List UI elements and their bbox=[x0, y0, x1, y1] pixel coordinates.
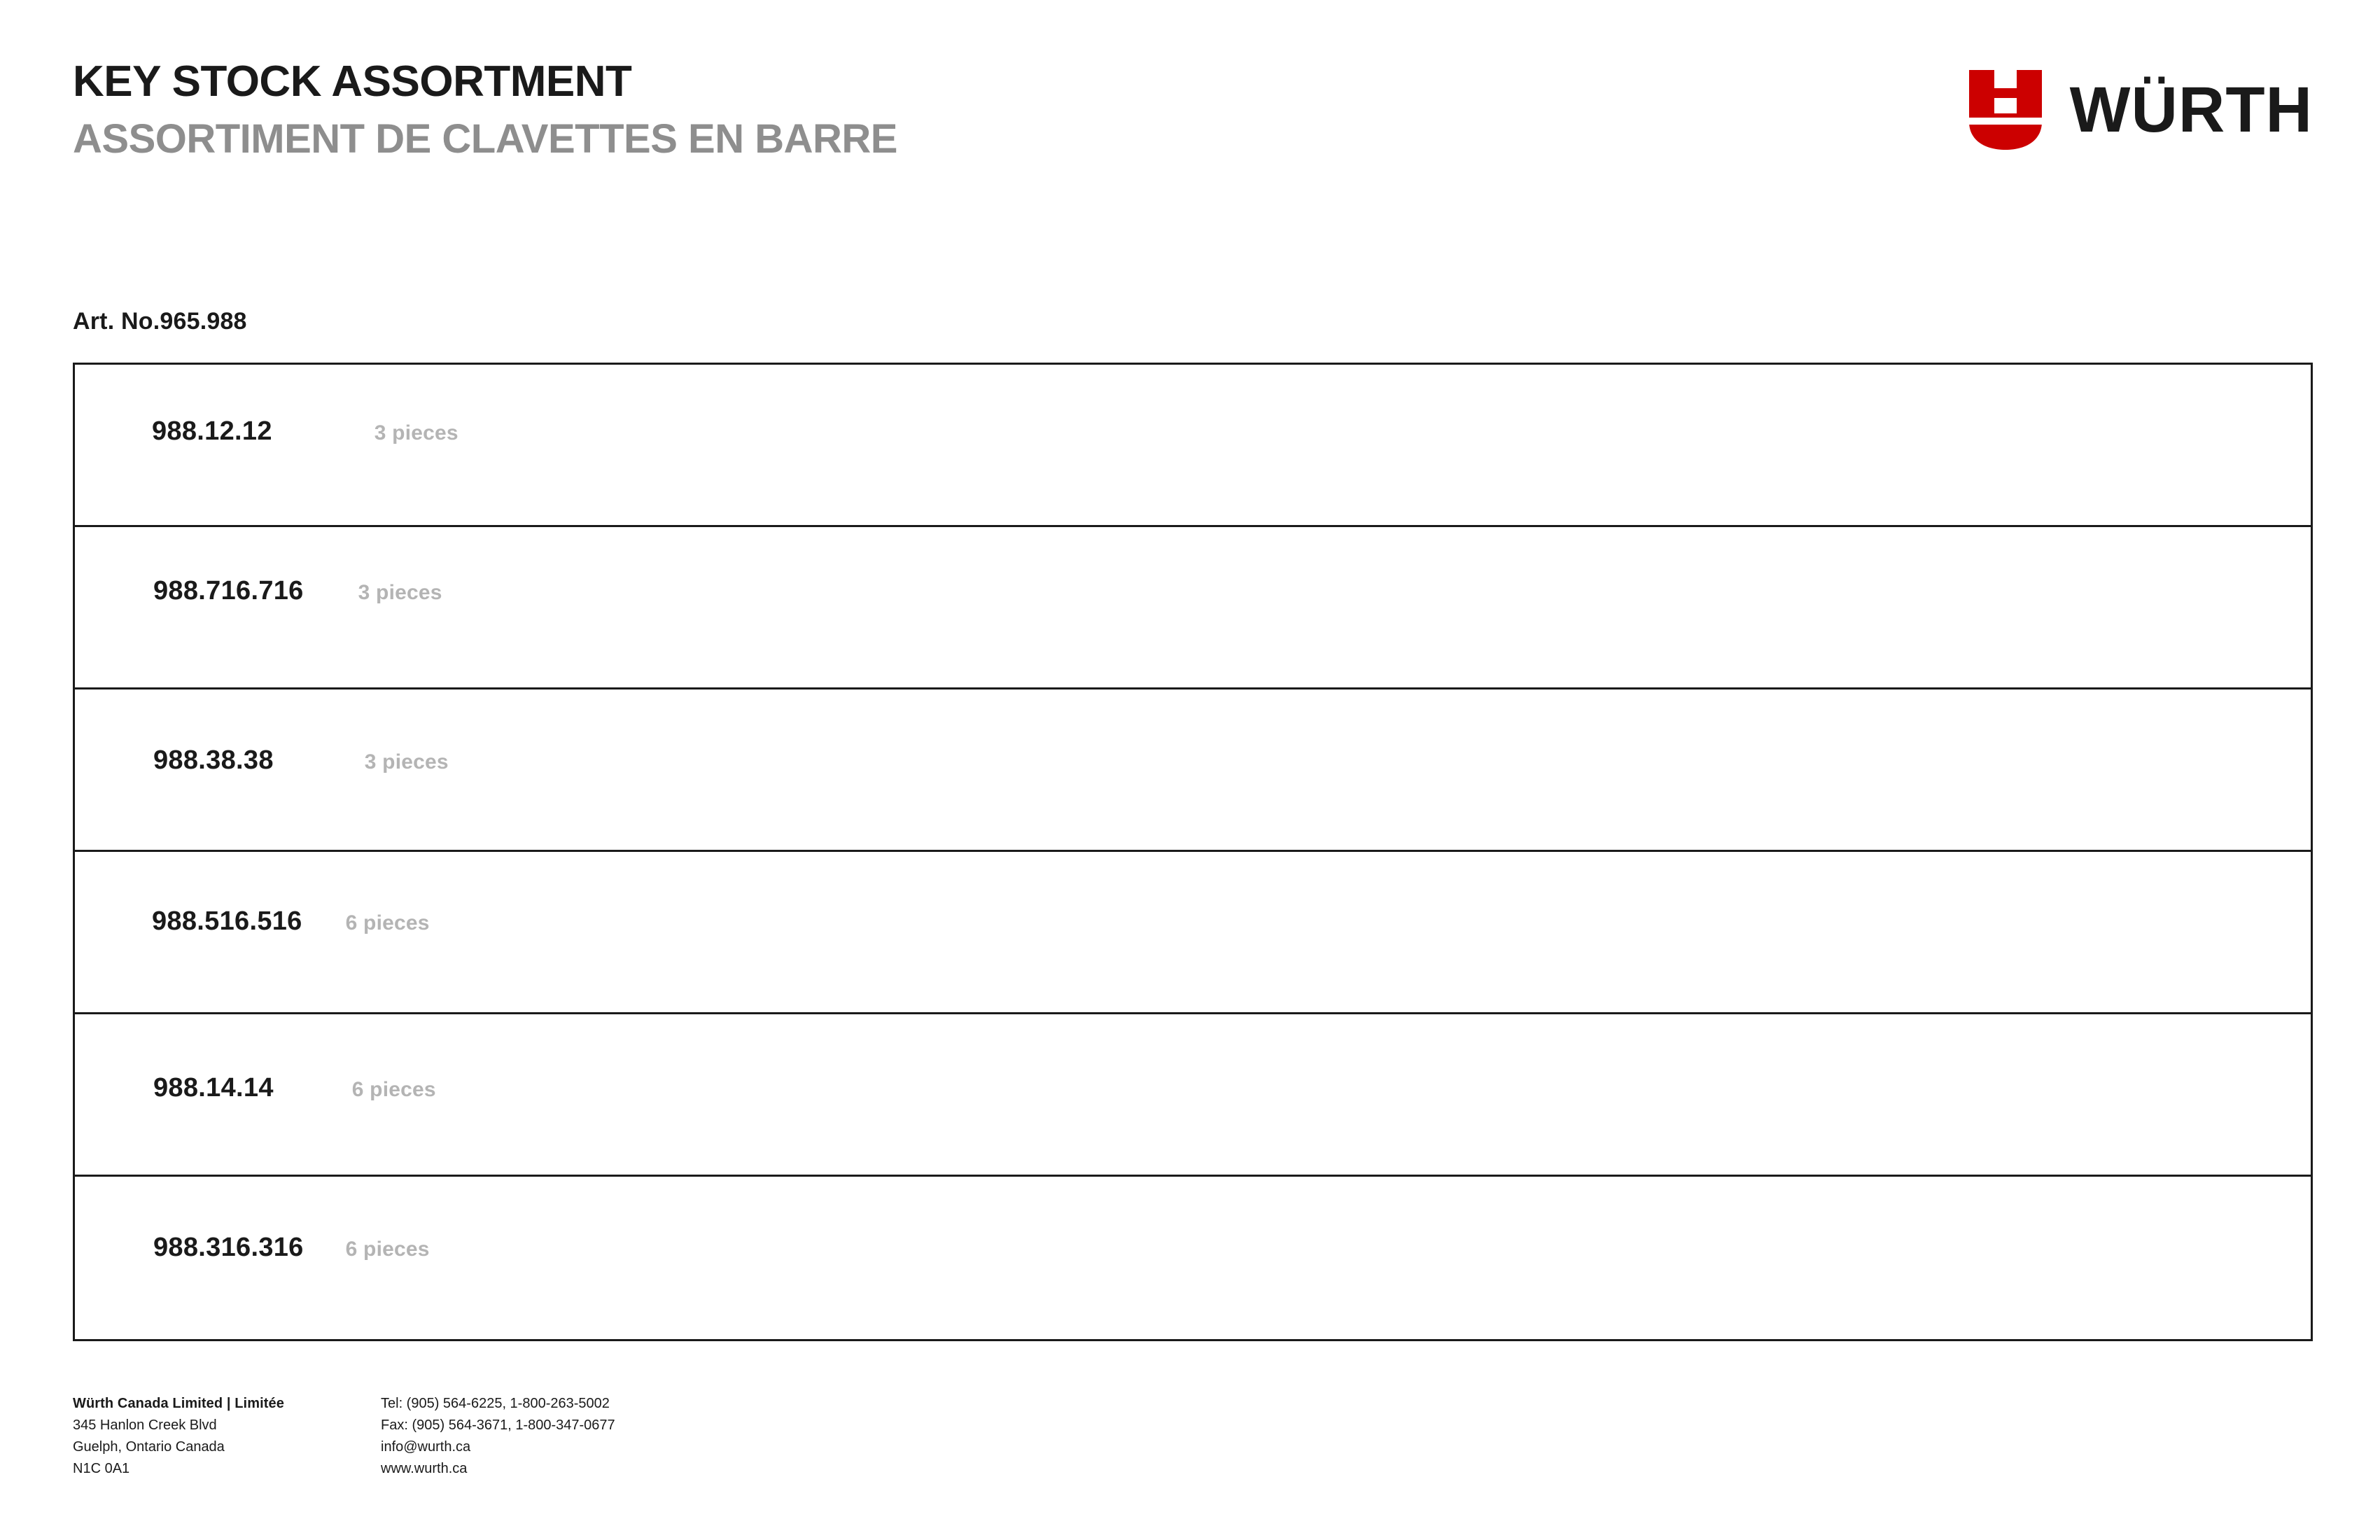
footer-address-block bbox=[73, 1393, 381, 1480]
footer-fax: Fax: (905) 564-3671, 1-800-347-0677 bbox=[381, 1418, 615, 1433]
part-quantity: 3 pieces bbox=[374, 421, 458, 444]
footer-address-line-1: 345 Hanlon Creek Blvd bbox=[73, 1418, 217, 1433]
part-number: 988.516.516 bbox=[152, 906, 302, 936]
table-row bbox=[75, 1177, 2311, 1339]
footer-telephone: Tel: (905) 564-6225, 1-800-263-5002 bbox=[381, 1396, 610, 1411]
part-number: 988.12.12 bbox=[152, 416, 272, 446]
part-quantity: 3 pieces bbox=[364, 750, 449, 774]
table-row bbox=[75, 365, 2311, 527]
footer-address-line-2: Guelph, Ontario Canada bbox=[73, 1439, 225, 1455]
part-number: 988.14.14 bbox=[153, 1073, 274, 1102]
contents-table bbox=[73, 363, 2313, 1341]
brand-wordmark: WÜRTH bbox=[2069, 74, 2313, 146]
footer-company: Würth Canada Limited | Limitée bbox=[73, 1396, 284, 1411]
part-quantity: 6 pieces bbox=[345, 911, 430, 934]
footer-website[interactable]: www.wurth.ca bbox=[381, 1461, 468, 1476]
table-row bbox=[75, 690, 2311, 852]
part-number: 988.38.38 bbox=[153, 746, 274, 775]
article-number: Art. No.965.988 bbox=[73, 308, 247, 335]
page-footer bbox=[73, 1393, 1053, 1480]
table-row bbox=[75, 527, 2311, 690]
page-title-fr: ASSORTIMENT DE CLAVETTES EN BARRE bbox=[73, 116, 897, 162]
footer-contact-block bbox=[381, 1393, 731, 1480]
part-number: 988.316.316 bbox=[153, 1233, 304, 1262]
brand-logo bbox=[1966, 67, 2313, 153]
part-quantity: 6 pieces bbox=[351, 1078, 436, 1101]
part-quantity: 6 pieces bbox=[345, 1238, 430, 1261]
title-block bbox=[73, 57, 897, 162]
page-header bbox=[73, 57, 2313, 228]
table-row bbox=[75, 852, 2311, 1014]
footer-postal-code: N1C 0A1 bbox=[73, 1461, 130, 1476]
table-row bbox=[75, 1014, 2311, 1177]
wurth-shield-icon bbox=[1966, 67, 2045, 153]
page-title-en: KEY STOCK ASSORTMENT bbox=[73, 57, 632, 106]
part-quantity: 3 pieces bbox=[358, 581, 442, 604]
part-number: 988.716.716 bbox=[153, 576, 304, 606]
footer-email[interactable]: info@wurth.ca bbox=[381, 1439, 471, 1455]
